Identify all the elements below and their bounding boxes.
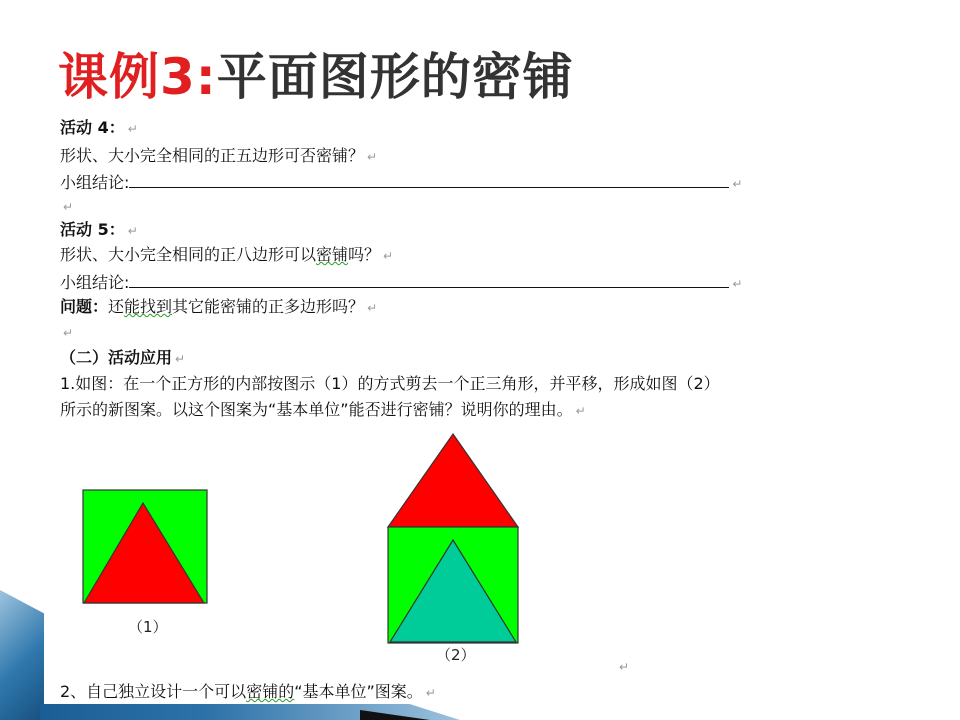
slide-title [58,50,574,105]
return-mark: ↵ [732,277,743,291]
return-mark: ↵ [175,352,186,366]
empty-paragraph [60,196,73,217]
fig2-red-triangle [388,434,518,527]
return-mark: ↵ [732,177,743,191]
answer-blank[interactable] [129,271,729,288]
section2-item1-line2: 所示的新图案。以这个图案为“基本单位”能否进行密铺？说明你的理由。 ↵ [60,400,586,419]
section2-item1-line1: 1.如图：在一个正方形的内部按图示（1）的方式剪去一个正三角形，并平移，形成如图（2） [60,374,720,393]
return-mark: ↵ [383,249,394,263]
return-mark: ↵ [127,224,138,238]
activity5-question: 形状、大小完全相同的正八边形可以密铺吗？ ↵ [60,245,394,264]
figure-2-caption: （2） [436,646,476,664]
return-mark: ↵ [367,301,378,315]
answer-blank[interactable] [129,171,729,188]
title-topic: 平面图形的密铺 [216,48,574,106]
figure-2-new-pattern [386,432,520,646]
figure-1-caption: （1） [128,618,168,636]
return-mark: ↵ [619,660,630,674]
title-lesson-number: 课例3: [58,48,217,106]
return-mark: ↵ [63,200,74,214]
activity4-conclusion: 小组结论: ↵ [60,173,743,192]
return-mark: ↵ [575,404,586,418]
return-mark: ↵ [127,122,138,136]
empty-paragraph [60,322,73,343]
activity5-conclusion: 小组结论: ↵ [60,273,743,292]
activity5-heading: 活动 5： ↵ [60,220,138,239]
section2-heading: （二）活动应用 ↵ [60,348,186,367]
activity4-question: 形状、大小完全相同的正五边形可否密铺？ ↵ [60,146,378,165]
activity5-problem: 问题：还能找到其它能密铺的正多边形吗？ ↵ [60,297,378,316]
section2-item2: 2、自己独立设计一个可以密铺的“基本单位”图案。 ↵ [60,682,436,701]
activity4-heading: 活动 4： ↵ [60,118,138,137]
return-mark: ↵ [425,686,436,700]
return-mark: ↵ [63,326,74,340]
return-mark: ↵ [367,150,378,164]
figure-1-square-with-triangle [82,489,209,605]
slide-corner-decoration [0,590,44,720]
